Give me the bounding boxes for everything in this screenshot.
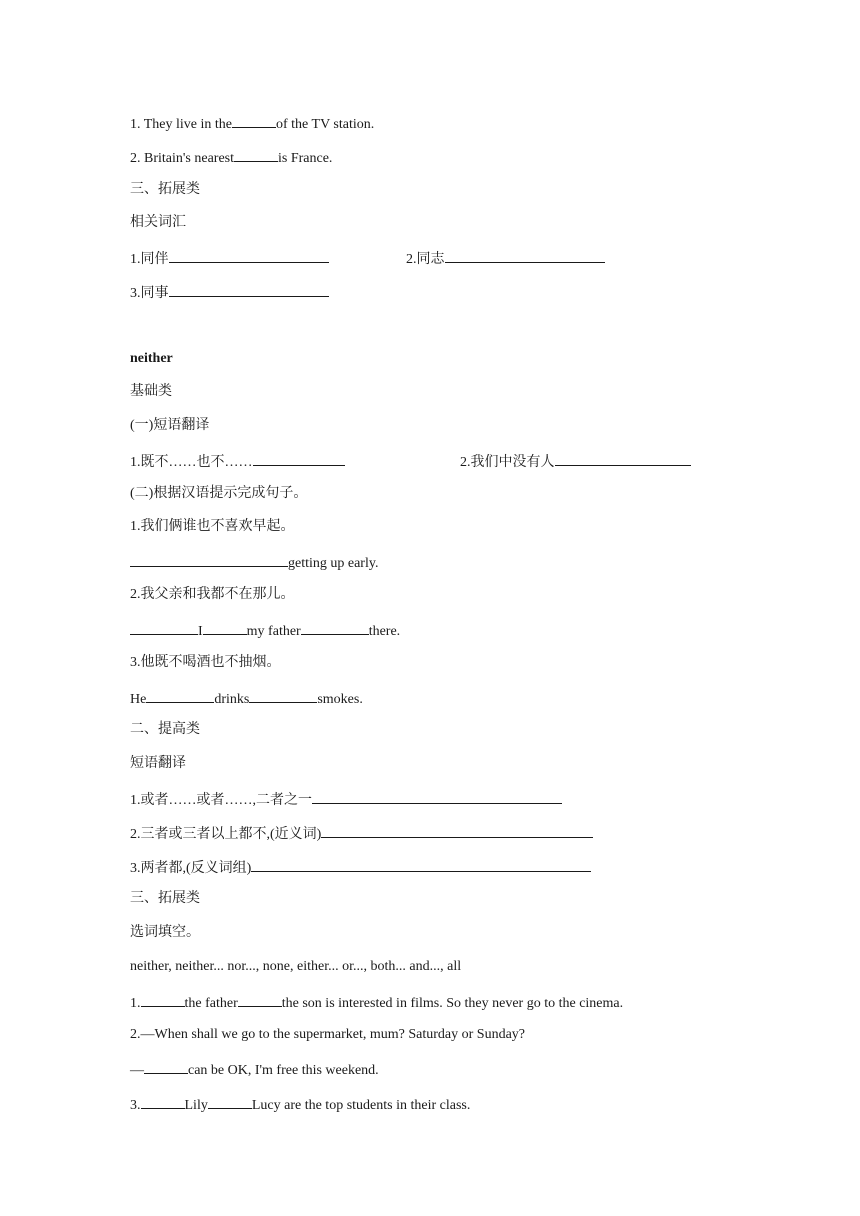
subheading: 短语翻译 [130, 756, 186, 771]
answer-blank[interactable] [169, 248, 329, 263]
related-item-3 [130, 282, 329, 303]
translate-item-2 [130, 823, 593, 844]
section-heading: 基础类 [130, 384, 172, 399]
text: is France. [278, 151, 333, 166]
text: the son is interested in films. So they never go to the cinema. [281, 996, 624, 1011]
answer-blank[interactable] [208, 1094, 252, 1109]
answer-blank[interactable] [238, 992, 282, 1007]
section-heading: 三、拓展类 [130, 182, 200, 197]
fill-item-2: 2.—When shall we go to the supermarket, mum? Saturday or Sunday? [130, 1027, 526, 1042]
answer-blank[interactable] [321, 823, 593, 838]
fill-item-2-reply [130, 1059, 379, 1080]
text: He [130, 692, 147, 707]
text: I [198, 624, 203, 639]
fill-item-3 [130, 1094, 470, 1115]
text: 3.两者都,(反义词组) [130, 861, 252, 876]
subheading: 选词填空。 [130, 925, 200, 940]
answer-blank[interactable] [144, 1059, 188, 1074]
text: of the TV station. [276, 117, 375, 132]
answer-line-3 [130, 688, 363, 709]
answer-blank[interactable] [253, 451, 345, 466]
prompt-1: 1.我们俩谁也不喜欢早起。 [130, 519, 295, 534]
translate-item-1 [130, 789, 562, 810]
text: smokes. [317, 692, 363, 707]
answer-blank[interactable] [234, 147, 278, 162]
text: 3.同事 [130, 286, 169, 301]
answer-blank[interactable] [130, 552, 288, 567]
answer-blank[interactable] [141, 1094, 185, 1109]
prompt-2: 2.我父亲和我都不在那儿。 [130, 587, 295, 602]
related-item-1 [130, 248, 329, 269]
answer-line-1 [130, 552, 378, 573]
sentence-1 [130, 113, 374, 134]
answer-blank[interactable] [141, 992, 185, 1007]
fill-item-1 [130, 992, 623, 1013]
answer-blank[interactable] [203, 620, 247, 635]
text: can be OK, I'm free this weekend. [188, 1063, 379, 1078]
answer-blank[interactable] [445, 248, 605, 263]
answer-blank[interactable] [249, 688, 317, 703]
prompt-3: 3.他既不喝酒也不抽烟。 [130, 655, 281, 670]
answer-blank[interactable] [130, 620, 198, 635]
text: — [130, 1063, 144, 1078]
word-options: neither, neither... nor..., none, either... or..., both... and..., all [130, 959, 462, 974]
section-heading: 二、提高类 [130, 722, 200, 737]
text: 1.既不……也不…… [130, 455, 253, 470]
text: 2.三者或三者以上都不,(近义词) [130, 827, 322, 842]
phrase-item-1 [130, 451, 345, 472]
subheading: (二)根据汉语提示完成句子。 [130, 486, 308, 501]
text: 1. [130, 996, 141, 1011]
text: 1. They live in the [130, 117, 232, 132]
answer-blank[interactable] [312, 789, 562, 804]
text: getting up early. [288, 556, 379, 571]
answer-blank[interactable] [146, 688, 214, 703]
answer-blank[interactable] [251, 857, 591, 872]
text: 3. [130, 1098, 141, 1113]
answer-blank[interactable] [232, 113, 276, 128]
text: drinks [214, 692, 250, 707]
text: Lily [184, 1098, 208, 1113]
text: the father [184, 996, 238, 1011]
text: 1.或者……或者……,二者之一 [130, 793, 312, 808]
phrase-item-2 [460, 451, 691, 472]
subheading: (一)短语翻译 [130, 418, 210, 433]
text: Lucy are the top students in their class. [251, 1098, 471, 1113]
text: 2.我们中没有人 [460, 455, 555, 470]
answer-line-2 [130, 620, 400, 641]
text: 2.同志 [406, 252, 445, 267]
vocabulary-word: neither [130, 351, 173, 366]
sentence-2 [130, 147, 332, 168]
text: 1.同伴 [130, 252, 169, 267]
answer-blank[interactable] [555, 451, 691, 466]
subheading: 相关词汇 [130, 215, 186, 230]
translate-item-3 [130, 857, 591, 878]
related-item-2 [406, 248, 605, 269]
text: 2. Britain's nearest [130, 151, 234, 166]
text: there. [368, 624, 401, 639]
answer-blank[interactable] [169, 282, 329, 297]
answer-blank[interactable] [301, 620, 369, 635]
section-heading: 三、拓展类 [130, 891, 200, 906]
text: my father [246, 624, 301, 639]
